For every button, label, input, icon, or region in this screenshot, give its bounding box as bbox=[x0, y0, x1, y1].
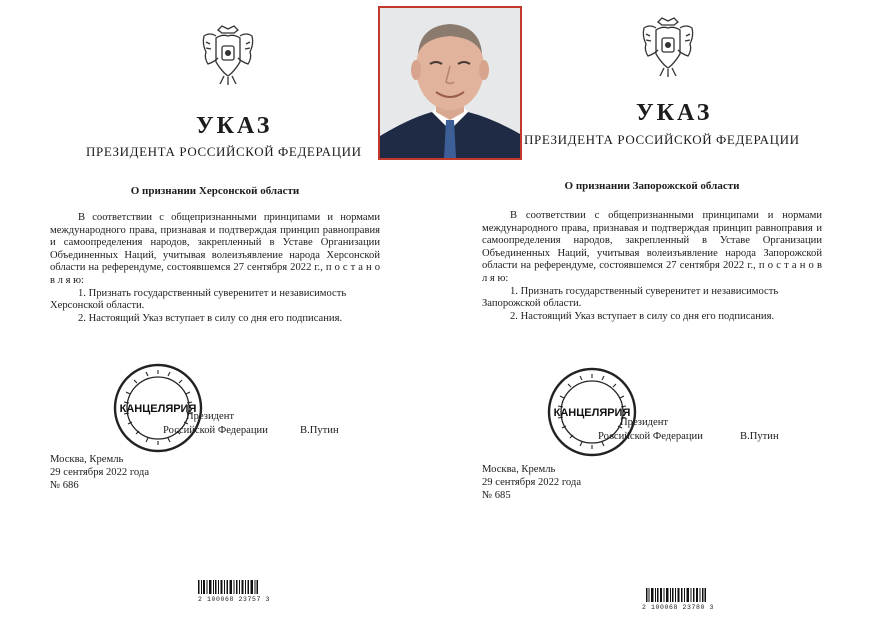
decree-place: Москва, Кремль bbox=[50, 454, 124, 465]
decree-subtitle: ПРЕЗИДЕНТА РОССИЙСКОЙ ФЕДЕРАЦИИ bbox=[524, 132, 800, 147]
signature-role-line1: Президент bbox=[186, 411, 235, 422]
decree-preamble: В соответствии с общепризнанными принципами и нормами международного права, признавая и подтверждая принцип равноправия и самоопределения народов, закрепленный в Уставе Организации Объединенных Наций, учитывая волеизъявление народа Херсонской области на референдуме, состоявшемся 27 сентября 2022 г., п о с т а н о в л я ю: bbox=[50, 212, 380, 286]
decree-title: УКАЗ bbox=[636, 100, 713, 126]
signature-role-line2: Российской Федерации bbox=[163, 425, 268, 436]
decree-heading: О признании Херсонской области bbox=[130, 185, 300, 197]
chancellery-seal-stamp bbox=[546, 366, 638, 458]
stamp-text: КАНЦЕЛЯРИЯ bbox=[553, 407, 631, 419]
decree-body bbox=[50, 212, 380, 325]
barcode-icon bbox=[646, 588, 706, 602]
signature-name: В.Путин bbox=[300, 425, 339, 436]
coat-of-arms-icon bbox=[198, 22, 258, 88]
decree-body bbox=[482, 210, 822, 323]
signature-role-line1: Президент bbox=[620, 417, 669, 428]
coat-of-arms-icon bbox=[638, 14, 698, 80]
decree-number: № 685 bbox=[482, 490, 511, 501]
barcode-number: 2 100068 23780 3 bbox=[642, 604, 715, 611]
decree-heading: О признании Запорожской области bbox=[564, 180, 740, 192]
decree-preamble: В соответствии с общепризнанными принципами и нормами международного права, признавая и подтверждая принцип равноправия и самоопределения народов, закрепленный в Уставе Организации Объединенных Наций, учитывая волеизъявление народа Запорожской области на референдуме, состоявшемся 27 сентября 2022 г., п о с т а н о в л я ю: bbox=[482, 210, 822, 284]
decree-subtitle: ПРЕЗИДЕНТА РОССИЙСКОЙ ФЕДЕРАЦИИ bbox=[86, 144, 362, 159]
stamp-text: КАНЦЕЛЯРИЯ bbox=[119, 403, 197, 415]
barcode-icon bbox=[198, 580, 258, 594]
signature-role-line2: Российской Федерации bbox=[598, 431, 703, 442]
decree-item-1: 1. Признать государственный суверенитет и независимость Херсонской области. bbox=[50, 287, 347, 312]
decree-number: № 686 bbox=[50, 480, 79, 491]
decree-item-1: 1. Признать государственный суверенитет и независимость Запорожской области. bbox=[482, 285, 779, 310]
barcode-number: 2 100068 23757 3 bbox=[198, 596, 271, 603]
decree-item-2: 2. Настоящий Указ вступает в силу со дня его подписания. bbox=[510, 310, 775, 322]
decree-item-2: 2. Настоящий Указ вступает в силу со дня его подписания. bbox=[78, 312, 343, 324]
decree-title: УКАЗ bbox=[196, 113, 273, 139]
signature-name: В.Путин bbox=[740, 431, 779, 442]
portrait-photo bbox=[378, 6, 522, 160]
portrait-illustration bbox=[380, 8, 520, 158]
decree-kherson bbox=[0, 0, 440, 634]
decree-date: 29 сентября 2022 года bbox=[50, 467, 150, 478]
decree-date: 29 сентября 2022 года bbox=[482, 477, 582, 488]
chancellery-seal-stamp bbox=[112, 362, 204, 454]
decree-place: Москва, Кремль bbox=[482, 464, 556, 475]
